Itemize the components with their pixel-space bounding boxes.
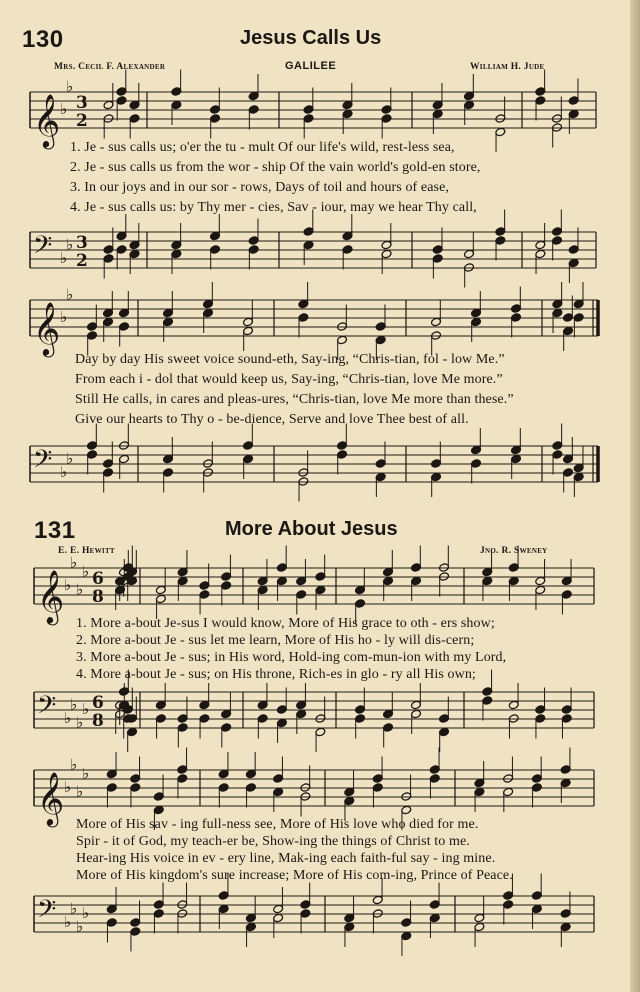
flat-sign-icon: ♭ <box>66 285 74 304</box>
bass-clef-icon: 𝄢 <box>37 691 57 726</box>
flat-sign-icon: ♭ <box>64 778 72 796</box>
time-signature-denominator: 8 <box>92 587 104 607</box>
time-signature-denominator: 2 <box>76 251 88 271</box>
flat-sign-icon: ♭ <box>66 77 74 96</box>
bass-clef-icon: 𝄢 <box>33 445 53 480</box>
hymn-131-verse-3-line-1: 3. More a-bout Je - sus; in His word, Hold-ing com-mun-ion with my Lord, <box>76 650 507 665</box>
flat-sign-icon: ♭ <box>60 249 68 267</box>
flat-sign-icon: ♭ <box>82 562 90 581</box>
hymn-130-verse-1-line-1: 1. Je - sus calls us; o'er the tu - mult Of our life's wild, rest-less sea, <box>70 140 455 155</box>
flat-sign-icon: ♭ <box>70 553 78 572</box>
time-signature-numerator: 6 <box>92 569 104 589</box>
time-signature-numerator: 3 <box>76 233 88 253</box>
treble-clef-icon: 𝄞 <box>33 93 61 147</box>
hymn-130-verse-1-line-2: Day by day His sweet voice sound-eth, Say-ing, “Chris-tian, fol - low Me.” <box>75 352 505 367</box>
flat-sign-icon: ♭ <box>82 700 90 718</box>
treble-clef-icon: 𝄞 <box>33 301 61 355</box>
flat-sign-icon: ♭ <box>82 764 90 783</box>
flat-sign-icon: ♭ <box>60 308 68 326</box>
flat-sign-icon: ♭ <box>66 235 74 254</box>
flat-sign-icon: ♭ <box>60 100 68 118</box>
hymn-131-verse-4-line-2: More of His kingdom's sure increase; More of His com-ing, Prince of Peace. <box>76 868 513 883</box>
hymn-130-verse-2-line-2: From each i - dol that would keep us, Say-ing, “Chris-tian, love Me more.” <box>75 372 503 387</box>
hymn-131-number: 131 <box>34 517 76 544</box>
hymn-130-title: Jesus Calls Us <box>240 27 382 49</box>
hymn-130-tune: GALILEE <box>285 60 337 72</box>
bass-clef-icon: 𝄢 <box>37 895 57 930</box>
hymn-131-verse-1-line-2: More of His sav - ing full-ness see, More of His love who died for me. <box>76 817 479 832</box>
hymn-131-composer: Jno. R. Sweney <box>480 546 548 556</box>
hymn-130-author: Mrs. Cecil F. Alexander <box>54 62 166 72</box>
time-signature-numerator: 6 <box>92 693 104 713</box>
flat-sign-icon: ♭ <box>70 899 78 918</box>
hymn-131-author: E. E. Hewitt <box>58 546 115 556</box>
flat-sign-icon: ♭ <box>76 917 84 936</box>
time-signature-numerator: 3 <box>76 93 88 113</box>
flat-sign-icon: ♭ <box>60 463 68 481</box>
flat-sign-icon: ♭ <box>64 709 72 727</box>
hymn-131-verse-4-line-1: 4. More a-bout Je - sus; on His throne, Rich-es in glo - ry all His own; <box>76 667 476 682</box>
flat-sign-icon: ♭ <box>76 580 84 599</box>
hymn-130-verse-2-line-1: 2. Je - sus calls us from the wor - ship Of the vain world's gold-en store, <box>70 160 481 175</box>
hymn-131-title: More About Jesus <box>225 518 398 540</box>
flat-sign-icon: ♭ <box>82 904 90 922</box>
hymn-131-verse-1-line-1: 1. More a-bout Je-sus I would know, More of His grace to oth - ers show; <box>76 616 495 631</box>
hymn-130-composer: William H. Jude <box>470 62 545 72</box>
bass-clef-icon: 𝄢 <box>33 231 53 266</box>
flat-sign-icon: ♭ <box>76 782 84 801</box>
hymn-131-verse-3-line-2: Hear-ing His voice in ev - ery line, Mak-ing each faith-ful say - ing mine. <box>76 851 496 866</box>
flat-sign-icon: ♭ <box>70 695 78 714</box>
hymn-130-number: 130 <box>22 26 64 53</box>
hymn-130-verse-3-line-1: 3. In our joys and in our sor - rows, Days of toil and hours of ease, <box>70 180 449 195</box>
flat-sign-icon: ♭ <box>76 713 84 732</box>
flat-sign-icon: ♭ <box>64 913 72 931</box>
treble-clef-icon: 𝄞 <box>37 569 65 623</box>
flat-sign-icon: ♭ <box>64 576 72 594</box>
time-signature-denominator: 2 <box>76 111 88 131</box>
hymn-131-verse-2-line-2: Spir - it of God, my teach-er be, Show-ing the things of Christ to me. <box>76 834 470 849</box>
hymn-130-verse-4-line-1: 4. Je - sus calls us: by Thy mer - cies, Sav - iour, may we hear Thy call, <box>70 200 477 215</box>
hymn-131-verse-2-line-1: 2. More a-bout Je - sus let me learn, More of His ho - ly will dis-cern; <box>76 633 475 648</box>
hymn-130-verse-3-line-2: Still He calls, in cares and pleas-ures, “Chris-tian, love Me more than these.” <box>75 392 514 407</box>
flat-sign-icon: ♭ <box>66 449 74 468</box>
treble-clef-icon: 𝄞 <box>37 771 65 825</box>
time-signature-denominator: 8 <box>92 711 104 731</box>
flat-sign-icon: ♭ <box>70 755 78 774</box>
hymn-130-verse-4-line-2: Give our hearts to Thy o - be-dience, Serve and love Thee best of all. <box>75 412 469 427</box>
